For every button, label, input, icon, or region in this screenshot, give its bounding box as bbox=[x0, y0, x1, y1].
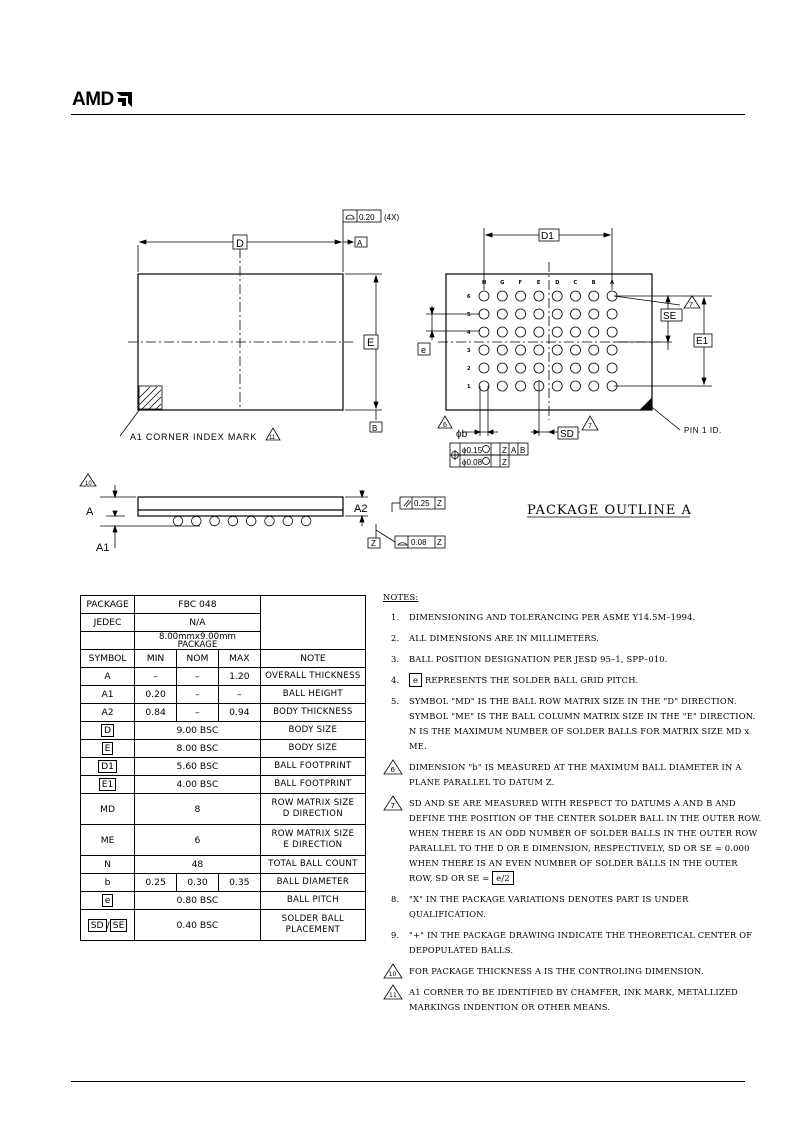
solder-ball bbox=[552, 345, 562, 355]
solder-ball bbox=[607, 327, 617, 337]
note7-num-b: 7 bbox=[588, 423, 592, 430]
phi-b-label: ϕb bbox=[456, 429, 468, 440]
side-solder-ball bbox=[210, 516, 220, 526]
row-a-max: 1.20 bbox=[218, 668, 260, 686]
row-n-note: TOTAL BALL COUNT bbox=[260, 856, 365, 874]
note-text: FOR PACKAGE THICKNESS A IS THE CONTROLING DIMENSION. bbox=[409, 966, 704, 976]
size-value bbox=[135, 632, 261, 650]
solder-ball bbox=[607, 309, 617, 319]
solder-ball bbox=[497, 327, 507, 337]
row-md-note bbox=[260, 794, 365, 825]
ball-column-label: H bbox=[482, 280, 487, 286]
row-se-symbol: SE bbox=[110, 919, 128, 932]
fcf2-tol: ϕ0.08 bbox=[462, 458, 483, 467]
row-a-nom: – bbox=[177, 668, 219, 686]
note-number: 1. bbox=[391, 612, 400, 622]
note-number: 8. bbox=[391, 894, 400, 904]
row-sdse-slash: / bbox=[106, 919, 110, 931]
solder-ball bbox=[479, 345, 489, 355]
row-pitch-sym bbox=[81, 892, 135, 910]
row-md-note1: ROW MATRIX SIZE bbox=[271, 798, 355, 808]
row-sdse-val: 0.40 BSC bbox=[135, 910, 261, 941]
row-e-symbol: E bbox=[102, 742, 114, 755]
row-n-val: 48 bbox=[135, 856, 261, 874]
note-1 bbox=[383, 610, 763, 625]
solder-ball bbox=[571, 381, 581, 391]
note-text: SD AND SE ARE MEASURED WITH RESPECT TO DATUMS A AND B AND DEFINE THE POSITION OF THE CENTER SOLDER BALL IN THE OUTER ROW. WHEN THERE IS AN ODD NUMBER OF SOLDER BALLS IN THE OUTER ROW PARALLEL TO THE D OR E DIMENSION, RESPECTIVELY, SD OR SE = 0.000 WHEN THERE IS AN EVEN NUMBER OF SOLDER BALLS IN THE OUTER ROW, SD OR SE = bbox=[409, 798, 762, 883]
note-11 bbox=[383, 985, 763, 1015]
ball-row-label: 1 bbox=[467, 384, 471, 390]
solder-ball bbox=[479, 363, 489, 373]
note-triangle-icon bbox=[383, 795, 403, 811]
row-d1-sym bbox=[81, 758, 135, 776]
top-dim-d: D bbox=[236, 238, 244, 250]
datum-z-box: Z bbox=[371, 539, 376, 548]
hdr-nom: NOM bbox=[177, 650, 219, 668]
row-sd-symbol: SD bbox=[88, 919, 107, 932]
jedec-label: JEDEC bbox=[81, 614, 135, 632]
solder-ball bbox=[516, 345, 526, 355]
row-b-sym: b bbox=[81, 874, 135, 892]
note-text: SYMBOL "MD" IS THE BALL ROW MATRIX SIZE IN THE "D" DIRECTION. SYMBOL "ME" IS THE BALL COLUMN MATRIX SIZE IN THE "E" DIRECTION. N IS THE MAXIMUM NUMBER OF SOLDER BALLS FOR MATRIX SIZE MD x ME. bbox=[409, 696, 756, 751]
row-b-nom: 0.30 bbox=[177, 874, 219, 892]
row-d-symbol: D bbox=[101, 724, 114, 737]
note-5 bbox=[383, 694, 763, 754]
note-text: A1 CORNER TO BE IDENTIFIED BY CHAMFER, INK MARK, METALLIZED MARKINGS INDENTION OR OTHER MEANS. bbox=[409, 987, 738, 1012]
note-10 bbox=[383, 964, 763, 979]
bottom-dim-e1: E1 bbox=[696, 336, 709, 347]
note-triangle-num: 7 bbox=[390, 802, 396, 810]
package-label: PACKAGE bbox=[81, 596, 135, 614]
solder-ball bbox=[497, 309, 507, 319]
side-solder-ball bbox=[265, 516, 275, 526]
row-sdse-note bbox=[260, 910, 365, 941]
note-triangle-num: 6 bbox=[390, 766, 396, 774]
note-number: 4. bbox=[391, 675, 400, 685]
ball-column-label: B bbox=[591, 280, 596, 286]
solder-ball bbox=[589, 381, 599, 391]
note-3 bbox=[383, 652, 763, 667]
row-me-val: 6 bbox=[135, 825, 261, 856]
solder-ball bbox=[534, 327, 544, 337]
flatness-tol: 0.20 bbox=[359, 213, 375, 222]
hdr-min: MIN bbox=[135, 650, 177, 668]
row-a1-nom: – bbox=[177, 686, 219, 704]
jedec-value: N/A bbox=[135, 614, 261, 632]
fcf2-ref-z: Z bbox=[502, 458, 507, 467]
note-2 bbox=[383, 631, 763, 646]
row-d-note: BODY SIZE bbox=[260, 722, 365, 740]
bottom-dim-e: e bbox=[421, 345, 427, 355]
package-spec-table bbox=[80, 595, 366, 941]
note-triangle-icon bbox=[383, 984, 403, 1000]
parallel-datum: Z bbox=[437, 499, 442, 508]
row-sdse-note1: SOLDER BALL bbox=[281, 914, 345, 924]
row-e1-symbol: E1 bbox=[99, 778, 117, 791]
note-text: DIMENSION "b" IS MEASURED AT THE MAXIMUM BALL DIAMETER IN A PLANE PARALLEL TO DATUM Z. bbox=[409, 762, 742, 787]
row-me-sym: ME bbox=[81, 825, 135, 856]
note6-num: 6 bbox=[443, 422, 447, 429]
note-4 bbox=[383, 673, 763, 688]
solder-ball bbox=[552, 381, 562, 391]
solder-ball bbox=[516, 363, 526, 373]
size-dim: 8.00mmx9.00mm bbox=[159, 631, 236, 642]
ball-row-label: 4 bbox=[467, 330, 471, 336]
side-label-a1: A1 bbox=[96, 542, 110, 554]
fcf1-ref-z: Z bbox=[502, 446, 507, 455]
ball-column-label: E bbox=[536, 280, 541, 286]
note-number: 5. bbox=[391, 696, 400, 706]
note-triangle-icon bbox=[383, 759, 403, 775]
note-text: ALL DIMENSIONS ARE IN MILLIMETERS. bbox=[409, 633, 600, 643]
solder-ball bbox=[516, 381, 526, 391]
solder-ball bbox=[497, 381, 507, 391]
coplanar-tol: 0.08 bbox=[411, 538, 427, 547]
row-me-note bbox=[260, 825, 365, 856]
side-solder-ball bbox=[192, 516, 202, 526]
solder-ball bbox=[479, 309, 489, 319]
row-a1-max: – bbox=[218, 686, 260, 704]
note7-num-a: 7 bbox=[689, 302, 693, 309]
size-blank bbox=[81, 632, 135, 650]
row-e1-sym bbox=[81, 776, 135, 794]
note-number: 2. bbox=[391, 633, 400, 643]
row-md-val: 8 bbox=[135, 794, 261, 825]
row-a2-min: 0.84 bbox=[135, 704, 177, 722]
note-triangle-num: 11 bbox=[389, 992, 398, 999]
row-b-min: 0.25 bbox=[135, 874, 177, 892]
solder-ball bbox=[534, 291, 544, 301]
row-d1-val: 5.60 BSC bbox=[135, 758, 261, 776]
note-text: BALL POSITION DESIGNATION PER JESD 95–1, SPP–010. bbox=[409, 654, 668, 664]
row-md-sym: MD bbox=[81, 794, 135, 825]
side-solder-ball bbox=[228, 516, 238, 526]
spec-blank-cell bbox=[260, 596, 365, 650]
row-pitch-note: BALL PITCH bbox=[260, 892, 365, 910]
pitch-symbol-box: e bbox=[409, 673, 422, 687]
row-pitch-symbol: e bbox=[102, 894, 114, 907]
side-view-body bbox=[138, 497, 343, 516]
row-a2-note: BODY THICKNESS bbox=[260, 704, 365, 722]
hdr-note: NOTE bbox=[260, 650, 365, 668]
side-solder-ball bbox=[283, 516, 293, 526]
solder-ball bbox=[497, 291, 507, 301]
row-a1-min: 0.20 bbox=[135, 686, 177, 704]
bottom-dim-sd: SD bbox=[560, 429, 574, 440]
row-a1-sym: A1 bbox=[81, 686, 135, 704]
note-text: "X" IN THE PACKAGE VARIATIONS DENOTES PART IS UNDER QUALIFICATION. bbox=[409, 894, 689, 919]
corner-index-label: A1 CORNER INDEX MARK bbox=[130, 432, 258, 442]
solder-ball bbox=[552, 327, 562, 337]
hdr-symbol: SYMBOL bbox=[81, 650, 135, 668]
notes-heading: NOTES: bbox=[383, 592, 419, 602]
row-me-note2: E DIRECTION bbox=[283, 840, 343, 850]
corner-note-num: 11 bbox=[269, 435, 276, 441]
row-b-note: BALL DIAMETER bbox=[260, 874, 365, 892]
logo-text: AMD bbox=[72, 89, 114, 110]
row-a-sym: A bbox=[81, 668, 135, 686]
note-triangle-icon bbox=[383, 963, 403, 979]
row-a2-max: 0.94 bbox=[218, 704, 260, 722]
ball-row-label: 3 bbox=[467, 348, 471, 354]
note-text: DIMENSIONING AND TOLERANCING PER ASME Y14.5M–1994. bbox=[409, 612, 696, 622]
row-e1-note: BALL FOOTPRINT bbox=[260, 776, 365, 794]
solder-ball bbox=[589, 327, 599, 337]
ball-row-label: 2 bbox=[467, 366, 471, 372]
row-e-sym bbox=[81, 740, 135, 758]
row-n-sym: N bbox=[81, 856, 135, 874]
solder-ball bbox=[571, 327, 581, 337]
row-a2-sym: A2 bbox=[81, 704, 135, 722]
solder-ball bbox=[497, 345, 507, 355]
row-e-val: 8.00 BSC bbox=[135, 740, 261, 758]
ball-row-label: 6 bbox=[467, 294, 471, 300]
row-me-note1: ROW MATRIX SIZE bbox=[271, 829, 355, 839]
side-label-a: A bbox=[86, 506, 94, 518]
row-md-note2: D DIRECTION bbox=[282, 809, 343, 819]
ball-column-label: G bbox=[500, 280, 505, 286]
row-d-val: 9.00 BSC bbox=[135, 722, 261, 740]
bottom-dim-se: SE bbox=[663, 311, 677, 322]
ball-column-label: D bbox=[555, 280, 560, 286]
solder-ball bbox=[516, 309, 526, 319]
note-number: 9. bbox=[391, 930, 400, 940]
notes-section bbox=[383, 592, 763, 1021]
solder-ball bbox=[589, 309, 599, 319]
size-sub: PACKAGE bbox=[177, 639, 218, 650]
solder-ball bbox=[479, 327, 489, 337]
row-d1-symbol: D1 bbox=[98, 760, 117, 773]
row-d1-note: BALL FOOTPRINT bbox=[260, 758, 365, 776]
solder-ball bbox=[607, 345, 617, 355]
solder-ball bbox=[589, 291, 599, 301]
package-value: FBC 048 bbox=[135, 596, 261, 614]
solder-ball bbox=[534, 309, 544, 319]
solder-ball bbox=[479, 381, 489, 391]
solder-ball bbox=[589, 363, 599, 373]
side-label-a2: A2 bbox=[354, 503, 368, 515]
fcf1-ref-b: B bbox=[520, 446, 526, 455]
solder-ball bbox=[571, 309, 581, 319]
row-e1-val: 4.00 BSC bbox=[135, 776, 261, 794]
solder-ball bbox=[607, 363, 617, 373]
row-a2-nom: – bbox=[177, 704, 219, 722]
ball-column-label: F bbox=[518, 280, 523, 286]
side-note10: 10 bbox=[85, 481, 92, 487]
bottom-dim-d1: D1 bbox=[541, 231, 554, 242]
side-solder-ball bbox=[173, 516, 183, 526]
solder-ball bbox=[534, 363, 544, 373]
row-b-max: 0.35 bbox=[218, 874, 260, 892]
note-triangle-num: 10 bbox=[388, 971, 397, 978]
solder-ball bbox=[479, 291, 489, 301]
parallel-tol: 0.25 bbox=[414, 499, 430, 508]
solder-ball bbox=[589, 345, 599, 355]
coplanar-datum: Z bbox=[437, 538, 442, 547]
top-datum-b: B bbox=[372, 424, 378, 433]
note-6 bbox=[383, 760, 763, 790]
ball-row-label: 5 bbox=[467, 312, 471, 318]
solder-ball bbox=[552, 363, 562, 373]
note-number: 3. bbox=[391, 654, 400, 664]
half-pitch-box: e/2 bbox=[492, 871, 514, 885]
note-8 bbox=[383, 892, 763, 922]
solder-ball bbox=[552, 309, 562, 319]
row-sdse-note2: PLACEMENT bbox=[285, 925, 341, 935]
row-e-note: BODY SIZE bbox=[260, 740, 365, 758]
flatness-count: (4X) bbox=[384, 213, 400, 222]
solder-ball bbox=[516, 291, 526, 301]
solder-ball bbox=[571, 345, 581, 355]
ball-column-label: A bbox=[610, 280, 614, 286]
row-a-min: – bbox=[135, 668, 177, 686]
fcf1-ref-a: A bbox=[511, 446, 517, 455]
row-sdse-sym bbox=[81, 910, 135, 941]
solder-ball bbox=[534, 345, 544, 355]
row-d-sym bbox=[81, 722, 135, 740]
hdr-max: MAX bbox=[218, 650, 260, 668]
ball-column-label: C bbox=[573, 280, 578, 286]
package-outline-title: PACKAGE OUTLINE A bbox=[527, 503, 692, 518]
side-solder-ball bbox=[246, 516, 256, 526]
fcf1-tol: ϕ0.15 bbox=[462, 446, 483, 455]
solder-ball bbox=[516, 327, 526, 337]
solder-ball bbox=[552, 291, 562, 301]
top-dim-e: E bbox=[367, 337, 375, 349]
row-pitch-val: 0.80 BSC bbox=[135, 892, 261, 910]
note-7 bbox=[383, 796, 763, 886]
solder-ball bbox=[571, 291, 581, 301]
pin1-label: PIN 1 ID. bbox=[684, 426, 722, 435]
note-text: "+" IN THE PACKAGE DRAWING INDICATE THE THEORETICAL CENTER OF DEPOPULATED BALLS. bbox=[409, 930, 753, 955]
solder-ball bbox=[497, 363, 507, 373]
row-a1-note: BALL HEIGHT bbox=[260, 686, 365, 704]
side-solder-ball bbox=[301, 516, 311, 526]
solder-ball bbox=[571, 363, 581, 373]
row-a-note: OVERALL THICKNESS bbox=[260, 668, 365, 686]
note-9 bbox=[383, 928, 763, 958]
top-datum-a: A bbox=[357, 239, 363, 248]
note-text: REPRESENTS THE SOLDER BALL GRID PITCH. bbox=[424, 675, 639, 685]
